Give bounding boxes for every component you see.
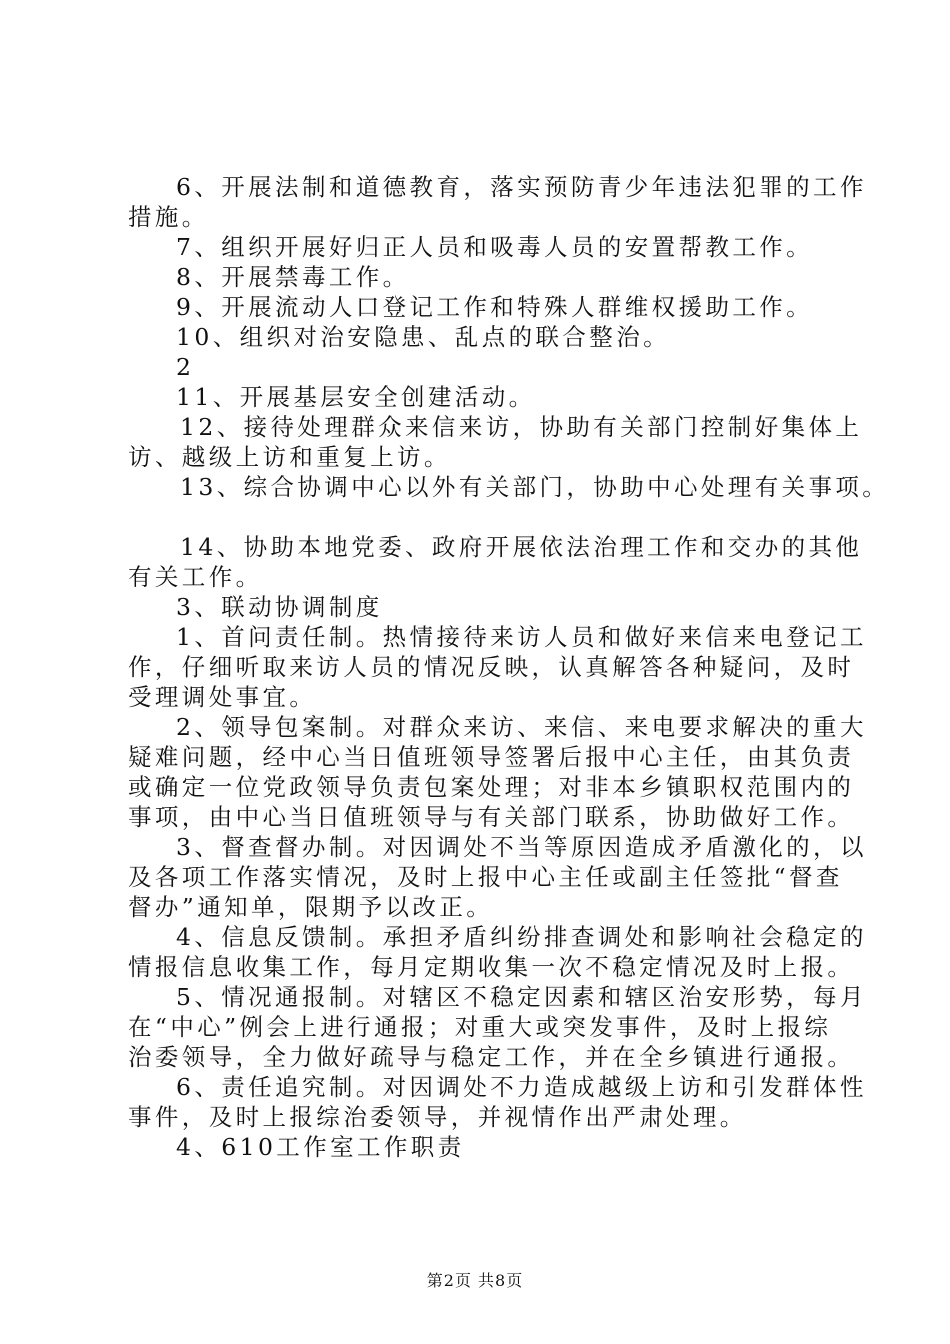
text-line: 或确定一位党政领导负责包案处理；对非本乡镇职权范围内的 bbox=[128, 773, 855, 801]
text-line: 治委领导，全力做好疏导与稳定工作，并在全乡镇进行通报。 bbox=[128, 1043, 855, 1071]
text-line: 事项，由中心当日值班领导与有关部门联系，协助做好工作。 bbox=[128, 803, 855, 831]
text-line: 有关工作。 bbox=[128, 563, 263, 591]
text-line: 事件，及时上报综治委领导，并视情作出严肃处理。 bbox=[128, 1103, 747, 1131]
text-line: 5、情况通报制。对辖区不稳定因素和辖区治安形势，每月 bbox=[176, 983, 867, 1011]
page-number-marker: 2 bbox=[176, 353, 195, 381]
text-line: 6、责任追究制。对因调处不力造成越级上访和引发群体性 bbox=[176, 1073, 867, 1101]
text-line: 1、首问责任制。热情接待来访人员和做好来信来电登记工 bbox=[176, 623, 867, 651]
text-line: 13、综合协调中心以外有关部门，协助中心处理有关事项。 bbox=[180, 473, 890, 501]
page-footer: 第2页 共8页 bbox=[426, 1271, 524, 1290]
section-heading: 3、联动协调制度 bbox=[176, 593, 383, 621]
text-line: 14、协助本地党委、政府开展依法治理工作和交办的其他 bbox=[180, 533, 863, 561]
document-body bbox=[128, 172, 890, 1162]
text-line: 9、开展流动人口登记工作和特殊人群维权援助工作。 bbox=[176, 293, 814, 321]
text-line: 6、开展法制和道德教育，落实预防青少年违法犯罪的工作 bbox=[176, 173, 867, 201]
text-line: 及各项工作落实情况，及时上报中心主任或副主任签批“督查 bbox=[128, 863, 843, 891]
text-line: 7、组织开展好归正人员和吸毒人员的安置帮教工作。 bbox=[176, 233, 814, 261]
text-line: 情报信息收集工作，每月定期收集一次不稳定情况及时上报。 bbox=[128, 953, 855, 981]
text-line: 受理调处事宜。 bbox=[128, 683, 317, 711]
text-line: 督办”通知单，限期予以改正。 bbox=[128, 893, 494, 921]
text-line: 2、领导包案制。对群众来访、来信、来电要求解决的重大 bbox=[176, 713, 867, 741]
text-line: 8、开展禁毒工作。 bbox=[176, 263, 410, 291]
text-line: 4、信息反馈制。承担矛盾纠纷排查调处和影响社会稳定的 bbox=[176, 923, 867, 951]
text-line: 访、越级上访和重复上访。 bbox=[128, 443, 451, 471]
text-line: 11、开展基层安全创建活动。 bbox=[176, 383, 536, 411]
paragraph-gap bbox=[128, 502, 840, 532]
text-line: 在“中心”例会上进行通报；对重大或突发事件，及时上报综 bbox=[128, 1013, 832, 1041]
text-line: 12、接待处理群众来信来访，协助有关部门控制好集体上 bbox=[180, 413, 863, 441]
text-line: 3、督查督办制。对因调处不当等原因造成矛盾激化的，以 bbox=[176, 833, 867, 861]
text-line: 10、组织对治安隐患、乱点的联合整治。 bbox=[176, 323, 671, 351]
text-line: 疑难问题，经中心当日值班领导签署后报中心主任，由其负责 bbox=[128, 743, 855, 771]
section-heading: 4、610工作室工作职责 bbox=[176, 1133, 465, 1161]
text-line: 措施。 bbox=[128, 203, 209, 231]
text-line: 作，仔细听取来访人员的情况反映，认真解答各种疑问，及时 bbox=[128, 653, 855, 681]
